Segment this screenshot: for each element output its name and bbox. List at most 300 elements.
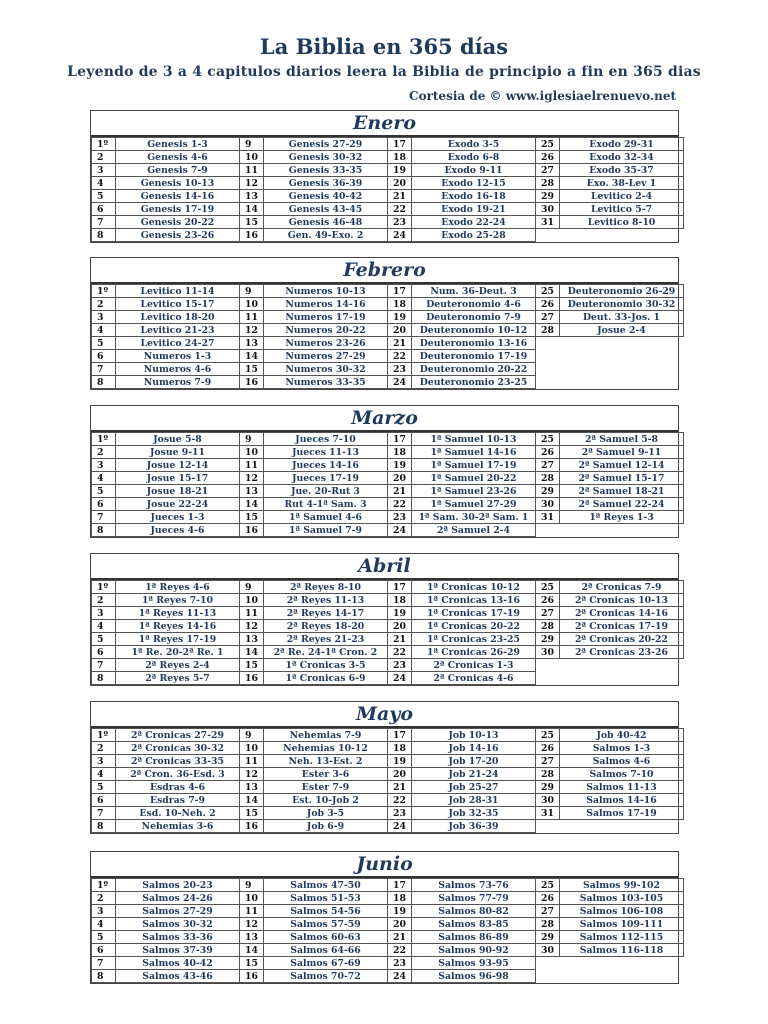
reading-table [91,137,684,242]
day-number: 9 [240,138,264,151]
table-row [92,620,684,633]
day-number: 14 [240,646,264,659]
reading-passage: Levitico 2-4 [560,190,684,203]
table-row [92,794,684,807]
day-number: 5 [92,190,116,203]
day-number: 20 [388,324,412,337]
day-number: 3 [92,459,116,472]
reading-passage: 1ª Cronicas 17-19 [412,607,536,620]
reading-passage: Numeros 4-6 [116,363,240,376]
reading-passage: 1ª Samuel 14-16 [412,446,536,459]
reading-passage: Esd. 10-Neh. 2 [116,807,240,820]
reading-passage: 1ª Cronicas 23-25 [412,633,536,646]
reading-table [91,580,684,685]
empty-cell [536,659,560,672]
reading-passage: Deuteronomio 17-19 [412,350,536,363]
table-row [92,190,684,203]
day-number: 2 [92,446,116,459]
empty-cell [560,659,684,672]
reading-passage: Genesis 1-3 [116,138,240,151]
reading-passage: Job 40-42 [560,729,684,742]
empty-cell [560,363,684,376]
day-number: 4 [92,472,116,485]
day-number: 18 [388,298,412,311]
reading-passage: Salmos 109-111 [560,918,684,931]
reading-passage: Nehemias 10-12 [264,742,388,755]
reading-passage: Levitico 21-23 [116,324,240,337]
table-row [92,298,684,311]
day-number: 26 [536,742,560,755]
reading-passage: Exodo 22-24 [412,216,536,229]
day-number: 27 [536,607,560,620]
reading-passage: Numeros 7-9 [116,376,240,389]
day-number: 22 [388,794,412,807]
day-number: 22 [388,646,412,659]
day-number: 13 [240,633,264,646]
table-row [92,905,684,918]
reading-passage: Deuteronomio 30-32 [560,298,684,311]
reading-passage: Deuteronomio 4-6 [412,298,536,311]
table-row [92,459,684,472]
day-number: 3 [92,311,116,324]
day-number: 12 [240,472,264,485]
day-number: 30 [536,498,560,511]
day-number: 3 [92,164,116,177]
table-row [92,918,684,931]
table-row [92,138,684,151]
table-row [92,151,684,164]
table-row [92,337,684,350]
day-number: 10 [240,594,264,607]
reading-passage: Num. 36-Deut. 3 [412,285,536,298]
table-row [92,177,684,190]
day-number: 22 [388,944,412,957]
reading-passage: Jue. 20-Rut 3 [264,485,388,498]
day-number: 8 [92,376,116,389]
reading-passage: Exo. 38-Lev 1 [560,177,684,190]
reading-passage: Salmos 24-26 [116,892,240,905]
table-row [92,646,684,659]
table-row [92,350,684,363]
reading-passage: Numeros 17-19 [264,311,388,324]
empty-cell [560,820,684,833]
empty-cell [560,672,684,685]
reading-passage: Genesis 20-22 [116,216,240,229]
day-number: 2 [92,151,116,164]
day-number: 14 [240,498,264,511]
reading-passage: 2ª Reyes 5-7 [116,672,240,685]
reading-passage: 2ª Samuel 18-21 [560,485,684,498]
day-number: 21 [388,781,412,794]
reading-passage: Salmos 103-105 [560,892,684,905]
reading-passage: 2ª Cronicas 23-26 [560,646,684,659]
reading-passage: Ester 3-6 [264,768,388,781]
reading-passage: Salmos 47-50 [264,879,388,892]
reading-passage: Salmos 37-39 [116,944,240,957]
reading-passage: 2ª Cronicas 20-22 [560,633,684,646]
reading-passage: 1ª Samuel 20-22 [412,472,536,485]
reading-passage: 2ª Cronicas 10-13 [560,594,684,607]
reading-passage: Exodo 6-8 [412,151,536,164]
day-number: 18 [388,446,412,459]
reading-passage: 2ª Reyes 11-13 [264,594,388,607]
reading-passage: Josue 18-21 [116,485,240,498]
reading-passage: Job 36-39 [412,820,536,833]
day-number: 5 [92,931,116,944]
reading-passage: Esdras 7-9 [116,794,240,807]
reading-passage: Genesis 33-35 [264,164,388,177]
table-row [92,781,684,794]
reading-passage: Salmos 86-89 [412,931,536,944]
day-number: 29 [536,781,560,794]
reading-passage: 2ª Cronicas 27-29 [116,729,240,742]
reading-passage: Salmos 96-98 [412,970,536,983]
reading-passage: Salmos 116-118 [560,944,684,957]
month-enero [90,110,679,243]
reading-passage: Exodo 32-34 [560,151,684,164]
day-number: 19 [388,607,412,620]
empty-cell [536,350,560,363]
day-number: 20 [388,620,412,633]
day-number: 29 [536,190,560,203]
month-name: Marzo [91,406,678,432]
day-number: 28 [536,472,560,485]
day-number: 2 [92,298,116,311]
table-row [92,376,684,389]
day-number: 16 [240,376,264,389]
empty-cell [560,957,684,970]
reading-passage: Salmos 80-82 [412,905,536,918]
reading-passage: 1ª Cronicas 20-22 [412,620,536,633]
reading-passage: Jueces 17-19 [264,472,388,485]
reading-passage: 2ª Reyes 2-4 [116,659,240,672]
reading-passage: Numeros 20-22 [264,324,388,337]
day-number: 11 [240,164,264,177]
day-number: 4 [92,918,116,931]
reading-passage: Deut. 33-Jos. 1 [560,311,684,324]
day-number: 15 [240,659,264,672]
reading-passage: Salmos 70-72 [264,970,388,983]
reading-passage: 1ª Samuel 10-13 [412,433,536,446]
day-number: 26 [536,446,560,459]
reading-passage: Numeros 27-29 [264,350,388,363]
reading-passage: 2ª Cronicas 14-16 [560,607,684,620]
reading-passage: Genesis 27-29 [264,138,388,151]
day-number: 1º [92,879,116,892]
day-number: 28 [536,768,560,781]
reading-passage: 1ª Samuel 23-26 [412,485,536,498]
day-number: 2 [92,594,116,607]
day-number: 20 [388,918,412,931]
day-number: 14 [240,944,264,957]
reading-passage: Salmos 14-16 [560,794,684,807]
reading-passage: Genesis 46-48 [264,216,388,229]
reading-table [91,432,684,537]
reading-passage: 2ª Samuel 15-17 [560,472,684,485]
reading-passage: Salmos 112-115 [560,931,684,944]
reading-passage: 2ª Samuel 5-8 [560,433,684,446]
reading-passage: Exodo 16-18 [412,190,536,203]
table-row [92,363,684,376]
day-number: 21 [388,485,412,498]
reading-passage: Ester 7-9 [264,781,388,794]
reading-passage: 2ª Samuel 2-4 [412,524,536,537]
reading-passage: Salmos 93-95 [412,957,536,970]
reading-passage: Exodo 19-21 [412,203,536,216]
empty-cell [536,672,560,685]
table-row [92,607,684,620]
reading-passage: Salmos 51-53 [264,892,388,905]
reading-table [91,878,684,983]
reading-passage: Deuteronomio 20-22 [412,363,536,376]
table-row [92,879,684,892]
day-number: 6 [92,350,116,363]
day-number: 11 [240,459,264,472]
day-number: 25 [536,285,560,298]
reading-passage: Exodo 3-5 [412,138,536,151]
reading-passage: Numeros 10-13 [264,285,388,298]
day-number: 13 [240,485,264,498]
reading-passage: Josue 2-4 [560,324,684,337]
reading-passage: Salmos 20-23 [116,879,240,892]
reading-passage: Est. 10-Job 2 [264,794,388,807]
reading-passage: Salmos 90-92 [412,944,536,957]
reading-passage: Genesis 23-26 [116,229,240,242]
reading-passage: Jueces 11-13 [264,446,388,459]
reading-passage: 2ª Cron. 36-Esd. 3 [116,768,240,781]
empty-cell [560,229,684,242]
day-number: 12 [240,324,264,337]
day-number: 11 [240,607,264,620]
day-number: 1º [92,433,116,446]
reading-passage: Jueces 4-6 [116,524,240,537]
day-number: 25 [536,729,560,742]
day-number: 13 [240,931,264,944]
day-number: 22 [388,203,412,216]
table-row [92,581,684,594]
day-number: 29 [536,485,560,498]
day-number: 27 [536,755,560,768]
day-number: 31 [536,807,560,820]
day-number: 19 [388,459,412,472]
day-number: 3 [92,607,116,620]
reading-passage: Exodo 35-37 [560,164,684,177]
day-number: 17 [388,433,412,446]
day-number: 10 [240,742,264,755]
reading-passage: Josue 22-24 [116,498,240,511]
table-row [92,446,684,459]
empty-cell [560,337,684,350]
reading-passage: Salmos 30-32 [116,918,240,931]
reading-passage: Genesis 14-16 [116,190,240,203]
day-number: 17 [388,285,412,298]
reading-passage: Job 25-27 [412,781,536,794]
reading-passage: Genesis 43-45 [264,203,388,216]
day-number: 16 [240,820,264,833]
table-row [92,755,684,768]
reading-passage: 2ª Reyes 8-10 [264,581,388,594]
reading-passage: Salmos 4-6 [560,755,684,768]
table-row [92,957,684,970]
reading-passage: Exodo 9-11 [412,164,536,177]
reading-passage: Deuteronomio 26-29 [560,285,684,298]
reading-passage: Job 10-13 [412,729,536,742]
reading-passage: Exodo 25-28 [412,229,536,242]
reading-passage: Job 32-35 [412,807,536,820]
day-number: 9 [240,729,264,742]
reading-passage: Esdras 4-6 [116,781,240,794]
reading-passage: 2ª Cronicas 33-35 [116,755,240,768]
day-number: 27 [536,311,560,324]
reading-passage: Levitico 5-7 [560,203,684,216]
day-number: 24 [388,229,412,242]
empty-cell [560,524,684,537]
reading-passage: Job 3-5 [264,807,388,820]
day-number: 4 [92,620,116,633]
day-number: 12 [240,620,264,633]
day-number: 7 [92,216,116,229]
day-number: 5 [92,633,116,646]
day-number: 13 [240,337,264,350]
empty-cell [536,970,560,983]
month-febrero [90,257,679,390]
day-number: 7 [92,957,116,970]
reading-passage: 1ª Samuel 17-19 [412,459,536,472]
day-number: 12 [240,768,264,781]
day-number: 9 [240,433,264,446]
reading-passage: Josue 5-8 [116,433,240,446]
empty-cell [560,350,684,363]
reading-passage: 1ª Cronicas 6-9 [264,672,388,685]
day-number: 15 [240,807,264,820]
reading-passage: Genesis 36-39 [264,177,388,190]
reading-passage: 2ª Samuel 22-24 [560,498,684,511]
day-number: 24 [388,970,412,983]
empty-cell [560,970,684,983]
day-number: 4 [92,177,116,190]
reading-passage: Josue 15-17 [116,472,240,485]
table-row [92,970,684,983]
day-number: 25 [536,879,560,892]
day-number: 10 [240,892,264,905]
reading-passage: Job 6-9 [264,820,388,833]
day-number: 30 [536,646,560,659]
day-number: 1º [92,138,116,151]
empty-cell [536,820,560,833]
day-number: 17 [388,581,412,594]
reading-passage: Salmos 33-36 [116,931,240,944]
empty-cell [536,229,560,242]
day-number: 25 [536,433,560,446]
reading-passage: Salmos 7-10 [560,768,684,781]
day-number: 18 [388,151,412,164]
day-number: 2 [92,742,116,755]
reading-passage: 1ª Sam. 30-2ª Sam. 1 [412,511,536,524]
table-row [92,511,684,524]
day-number: 14 [240,203,264,216]
reading-passage: Genesis 30-32 [264,151,388,164]
day-number: 7 [92,659,116,672]
reading-passage: Salmos 67-69 [264,957,388,970]
day-number: 26 [536,298,560,311]
month-abril [90,553,679,686]
day-number: 13 [240,781,264,794]
day-number: 8 [92,672,116,685]
reading-passage: Salmos 77-79 [412,892,536,905]
reading-passage: Jueces 7-10 [264,433,388,446]
reading-passage: 1ª Cronicas 10-12 [412,581,536,594]
reading-passage: Salmos 57-59 [264,918,388,931]
reading-passage: Josue 9-11 [116,446,240,459]
day-number: 25 [536,581,560,594]
reading-passage: Levitico 15-17 [116,298,240,311]
table-row [92,433,684,446]
table-row [92,311,684,324]
reading-passage: Deuteronomio 23-25 [412,376,536,389]
day-number: 1º [92,285,116,298]
reading-passage: Salmos 73-76 [412,879,536,892]
reading-passage: Salmos 43-46 [116,970,240,983]
table-row [92,472,684,485]
day-number: 23 [388,957,412,970]
table-row [92,659,684,672]
empty-cell [560,376,684,389]
month-name: Febrero [91,258,678,284]
month-name: Mayo [91,702,678,728]
day-number: 9 [240,581,264,594]
day-number: 10 [240,151,264,164]
day-number: 18 [388,892,412,905]
reading-passage: Genesis 17-19 [116,203,240,216]
table-row [92,633,684,646]
reading-passage: 1ª Reyes 11-13 [116,607,240,620]
day-number: 21 [388,931,412,944]
day-number: 2 [92,892,116,905]
page-title: La Biblia en 365 días [259,34,509,59]
reading-passage: Numeros 30-32 [264,363,388,376]
day-number: 13 [240,190,264,203]
reading-passage: Levitico 24-27 [116,337,240,350]
reading-passage: Salmos 17-19 [560,807,684,820]
day-number: 21 [388,633,412,646]
day-number: 7 [92,807,116,820]
day-number: 26 [536,151,560,164]
day-number: 28 [536,620,560,633]
day-number: 25 [536,138,560,151]
day-number: 10 [240,298,264,311]
day-number: 28 [536,918,560,931]
reading-passage: Numeros 14-16 [264,298,388,311]
day-number: 24 [388,524,412,537]
table-row [92,672,684,685]
day-number: 3 [92,905,116,918]
day-number: 30 [536,944,560,957]
day-number: 7 [92,363,116,376]
empty-cell [536,376,560,389]
reading-passage: Salmos 11-13 [560,781,684,794]
reading-passage: Nehemias 3-6 [116,820,240,833]
reading-passage: 1ª Re. 20-2ª Re. 1 [116,646,240,659]
month-name: Abril [91,554,678,580]
day-number: 8 [92,229,116,242]
day-number: 6 [92,646,116,659]
day-number: 11 [240,311,264,324]
reading-passage: 2ª Re. 24-1ª Cron. 2 [264,646,388,659]
day-number: 17 [388,138,412,151]
day-number: 5 [92,781,116,794]
reading-passage: Josue 12-14 [116,459,240,472]
day-number: 5 [92,485,116,498]
